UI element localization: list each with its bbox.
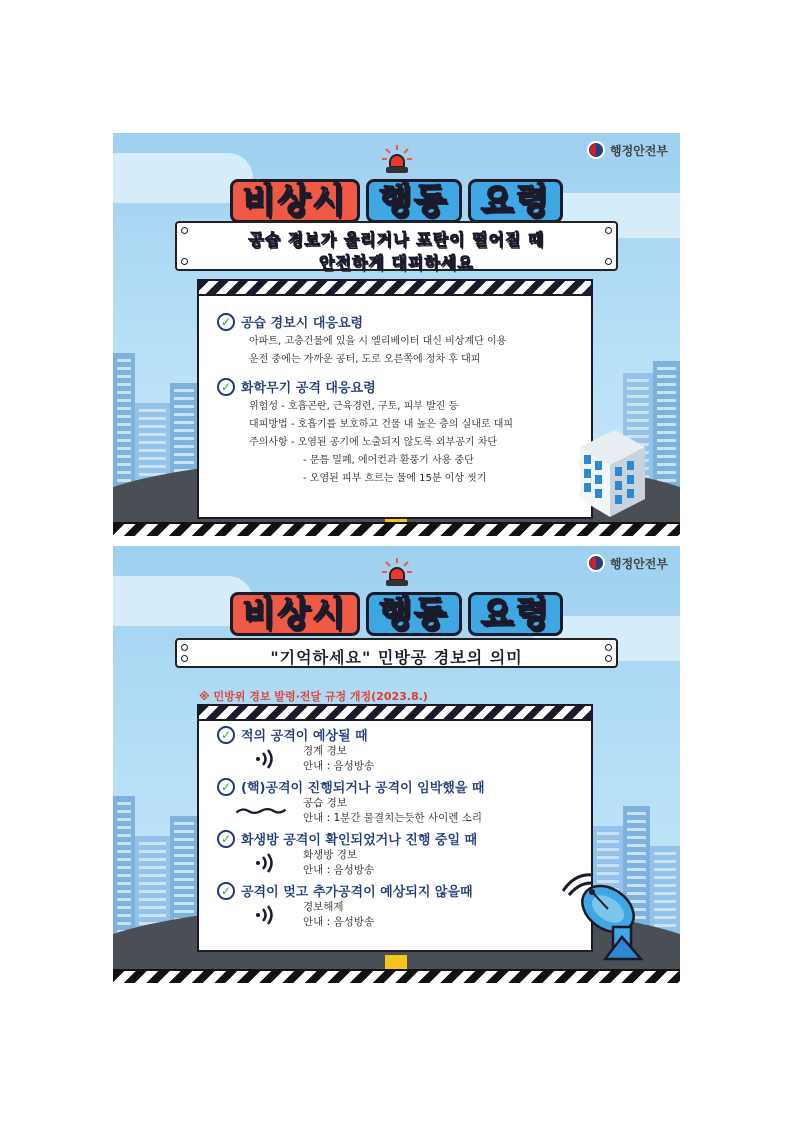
headline-banner [175,221,618,271]
poster-title [113,179,680,223]
alarm-name: 화생방 경보 [303,849,358,861]
hazard-stripes [113,522,680,536]
title-word: 행동 [366,592,462,636]
alarm-entry [247,744,591,774]
list-item: 아파트, 고층건물에 있을 시 엘리베이터 대신 비상계단 이용 [249,336,507,347]
government-emblem-icon [587,554,605,572]
headline-line-1: 공습 경보가 울리거나 포탄이 떨어질 때 [248,230,545,249]
board-hazard-stripe [199,706,591,721]
title-word: 비상시 [230,592,361,636]
poster-title [113,592,680,636]
headline-line-1: "기억하세요" 민방공 경보의 의미 [270,648,523,667]
sound-wave-icon [247,904,287,926]
check-icon: ✓ [217,313,235,331]
list-item: 대피방법 - 호흡기를 보호하고 건물 내 높은 층의 실내로 대피 [249,419,514,430]
alarm-guide: 안내 : 음성방송 [303,864,375,876]
headline-line-2: 안전하게 대피하세요 [319,253,474,272]
ministry-logo [587,554,668,572]
list-item: - 오염된 피부 흐르는 물에 15분 이상 씻기 [303,473,487,484]
office-building-icon [575,425,650,520]
alarm-guide: 안내 : 1분간 물결치는듯한 사이렌 소리 [303,812,483,824]
alarm-name: 경계 경보 [303,745,347,757]
alarm-guide: 안내 : 음성방송 [303,760,375,772]
alarm-name: 공습 경보 [303,797,347,809]
title-word: 요령 [468,179,564,223]
title-word: 행동 [366,179,462,223]
ministry-name: 행정안전부 [610,556,668,571]
list-item: 위험성 - 호흡곤란, 근육경련, 구토, 피부 발진 등 [249,401,459,412]
title-word: 요령 [468,592,564,636]
info-board [197,279,593,519]
hazard-stripes [113,969,680,983]
sound-wave-icon [247,748,287,770]
info-board [197,704,593,952]
government-emblem-icon [587,141,605,159]
section-heading: ✓ (핵)공격이 진행되거나 공격이 임박했을 때 [217,777,591,796]
ministry-logo [587,141,668,159]
list-item: 주의사항 - 오염된 공기에 노출되지 않도록 외부공기 차단 [249,437,498,448]
check-icon: ✓ [217,830,235,848]
section-heading: ✓ 공격이 멎고 추가공격이 예상되지 않을때 [217,881,591,900]
wavy-siren-icon [247,804,287,818]
satellite-dish-icon [553,871,668,961]
sound-wave-icon [247,852,287,874]
check-icon: ✓ [217,378,235,396]
siren-icon [382,558,412,588]
ministry-name: 행정안전부 [610,143,668,158]
road-marking [385,955,407,969]
check-icon: ✓ [217,778,235,796]
title-word: 비상시 [230,179,361,223]
alarm-entry [247,796,591,826]
alarm-entry [247,848,591,878]
section-heading: ✓ 화생방 공격이 확인되었거나 진행 중일 때 [217,829,591,848]
check-icon: ✓ [217,882,235,900]
board-hazard-stripe [199,281,591,296]
check-icon: ✓ [217,726,235,744]
section-heading: ✓ 적의 공격이 예상될 때 [217,725,591,744]
list-item: - 문틈 밀폐, 에어컨과 환풍기 사용 중단 [303,455,474,466]
poster-card-1 [113,133,680,536]
section-heading: ✓ 공습 경보시 대응요령 [217,312,591,331]
siren-icon [382,145,412,175]
list-item: 운전 중에는 가까운 공터, 도로 오른쪽에 정차 후 대피 [249,354,481,365]
headline-banner [175,638,618,668]
alarm-name: 경보해제 [303,901,344,913]
section-heading: ✓ 화학무기 공격 대응요령 [217,377,591,396]
alarm-guide: 안내 : 음성방송 [303,916,375,928]
alarm-entry [247,900,591,930]
poster-card-2 [113,546,680,983]
regulation-notice: ※ 민방위 경보 발령·전달 규정 개정(2023.8.) [199,690,428,703]
